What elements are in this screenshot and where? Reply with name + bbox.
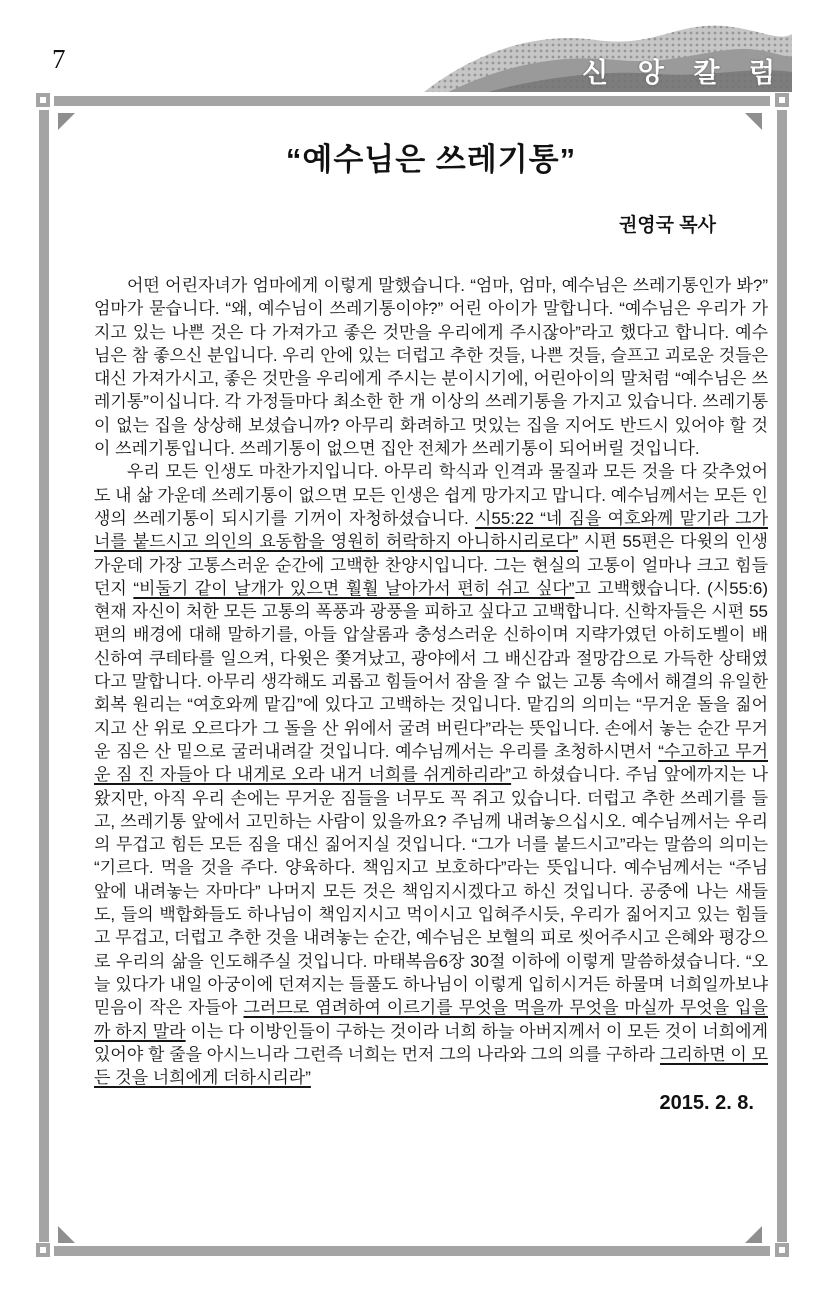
text-segment: 어떤 어린자녀가 엄마에게 이렇게 말했습니다. “엄마, 엄마, 예수님은 쓰레기통인가 봐?” 엄마가 묻습니다. “왜, 예수님이 쓰레기통이야?” 어린 아이가 말합니다. “예수님은 우리가 가지고 있는 나쁜 것은 다 가져가고 좋은 것만을 우리에게 주시잖아”라고 했다고 합니다. 예수님은 참 좋으신 분입니다. 우리 안에 있는 더럽고 추한 것들, 나쁜 것들, 슬프고 괴로운 것들은 대신 가져가시고, 좋은 것만을 우리에게 주시는 분이시기에, 어린아이의 말처럼 “예수님은 쓰레기통”이십니다. 각 가정들마다 최소한 한 개 이상의 쓰레기통을 가지고 있습니다. 쓰레기통이 없는 집을 상상해 보셨습니까? 아무리 화려하고 멋있는 집을 지어도 반드시 있어야 할 것이 쓰레기통입니다. 쓰레기통이 없으면 집안 전체가 쓰레기통이 되어버릴 것입니다. bbox=[94, 276, 768, 459]
frame-corner-triangle-top-right bbox=[745, 113, 762, 130]
frame-corner-triangle-bottom-right bbox=[745, 1226, 762, 1243]
frame-corner-triangle-top-left bbox=[58, 113, 75, 130]
frame-left-bar bbox=[39, 110, 49, 1242]
underlined-scripture-segment: 시55:22 “네 짐을 여호와께 맡기라 그가 너를 붙드시고 의인의 요동함을 영원히 허락하지 아니하시리로다” bbox=[94, 508, 768, 552]
article-date: 2015. 2. 8. bbox=[659, 1092, 754, 1115]
frame-corner-square-bottom-left bbox=[36, 1243, 50, 1257]
article-author: 권영국 목사 bbox=[618, 215, 716, 236]
frame-top-bar bbox=[54, 96, 770, 106]
article-body bbox=[94, 274, 768, 1089]
underlined-scripture-segment: 그러므로 염려하여 이르기를 무엇을 먹을까 무엇을 마실까 무엇을 입을까 하지 말라 bbox=[94, 998, 768, 1041]
page-number: 7 bbox=[52, 44, 66, 74]
section-header-title: 신 앙 칼 럼 bbox=[582, 58, 786, 88]
text-segment: 고 하셨습니다. 주님 앞에까지는 나왔지만, 아직 우리 손에는 무거운 짐들을 너무도 꼭 쥐고 있습니다. 더럽고 추한 쓰레기를 들고, 쓰레기통 앞에서 고민하는 사람이 있을까요? 주님께 내려놓으십시오. 예수님께서는 우리의 무겁고 힘든 모든 짐을 대신 짊어지실 것입니다. “그가 너를 붙드시고”라는 말씀의 의미는 “기르다. 먹을 것을 주다. 양육하다. 책임지고 보호하다”라는 뜻입니다. 예수님께서는 “주님 앞에 내려놓는 자마다” 나머지 모든 것은 책임지시겠다고 하신 것입니다. 공중에 나는 새들도, 들의 백합화들도 하나님이 책임지시고 먹이시고 입혀주시듯, 우리가 짊어지고 있는 힘들고 무겁고, 더럽고 추한 것을 내려놓는 순간, 예수님은 보혈의 피로 씻어주시고 은혜와 평강으로 우리의 삶을 인도해주실 것입니다. 마태복음6장 30절 이하에 이렇게 말씀하셨습니다. “오늘 있다가 내일 아궁이에 던져지는 들풀도 하나님이 이렇게 입히시거든 하물며 너희일까보냐 믿음이 작은 자들아 bbox=[94, 765, 769, 1018]
text-segment: 이는 다 이방인들이 구하는 것이라 너희 하늘 아버지께서 이 모든 것이 너희에게 있어야 할 줄을 아시느니라 그런즉 너희는 먼저 그의 나라와 그의 의를 구하라 bbox=[94, 1021, 768, 1064]
header-banner bbox=[418, 24, 792, 92]
text-segment: 시편 55편은 다윗의 인생 가운데 가장 고통스러운 순간에 고백한 찬양시입니다. 그는 현실의 고통이 얼마나 크고 힘들던지 bbox=[94, 532, 768, 598]
text-segment: 우리 모든 인생도 마찬가지입니다. 아무리 학식과 인격과 물질과 모든 것을 다 갖추었어도 내 삶 가운데 쓰레기통이 없으면 모든 인생은 쉽게 망가지고 맙니다. 예수님께서는 모든 인생의 쓰레기통이 되시기를 기꺼이 자청하셨습니다. bbox=[94, 462, 768, 528]
underlined-scripture-segment: “수고하고 무거운 짐 진 자들아 다 내게로 오라 내거 너희를 쉬게하리라” bbox=[94, 741, 768, 785]
paragraph bbox=[94, 460, 768, 1089]
frame-corner-triangle-bottom-left bbox=[58, 1226, 75, 1243]
paragraph bbox=[94, 274, 768, 460]
frame-right-bar bbox=[777, 110, 787, 1242]
article-title: “예수님은 쓰레기통” bbox=[285, 142, 577, 177]
frame-corner-square-bottom-right bbox=[775, 1243, 789, 1257]
text-segment: 고 고백했습니다. (시55:6) 현재 자신이 처한 모든 고통의 폭풍과 광풍을 피하고 싶다고 고백합니다. 신학자들은 시편 55편의 배경에 대해 말하기를, 아들 압살롬과 충성스러운 신하이며 지략가였던 아히도벨이 배신하여 쿠테타를 일으켜, 다윗은 쫓겨났고, 광야에서 그 배신감과 절망감으로 가득한 상태였다고 말합니다. 아무리 생각해도 괴롭고 힘들어서 잠을 잘 수 없는 고통 속에서 해결의 유일한 회복 원리는 “여호와께 맡김”에 있다고 고백하는 것입니다. 맡김의 의미는 “무거운 돌을 짊어지고 산 위로 오르다가 그 돌을 산 위에서 굴려 버린다”라는 뜻입니다. 손에서 놓는 순간 무거운 짐은 산 밑으로 굴러내려갈 것입니다. 예수님께서는 우리를 초청하시면서 bbox=[94, 578, 768, 761]
frame-corner-square-top-right bbox=[775, 93, 789, 107]
article bbox=[94, 134, 768, 1115]
frame-corner-square-top-left bbox=[36, 93, 50, 107]
underlined-scripture-segment: 그리하면 이 모든 것을 너희에게 더하시리라” bbox=[94, 1044, 768, 1088]
underlined-scripture-segment: “비둘기 같이 날개가 있으면 훨훨 날아가서 편히 쉬고 싶다” bbox=[133, 578, 575, 598]
frame-bottom-bar bbox=[54, 1246, 770, 1256]
